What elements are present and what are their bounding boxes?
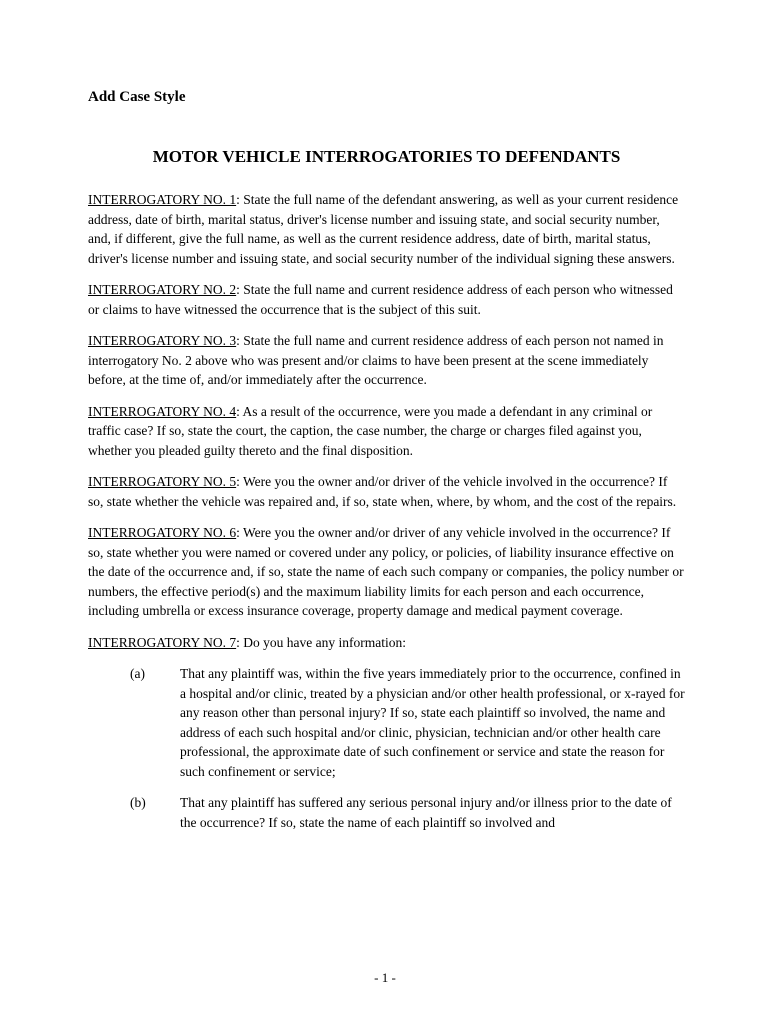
interrogatory-4-body: : As a result of the occurrence, were you made a defendant in any criminal or traffic case? If so, state the court, the caption, the case number, the charge or charges filed against you, whether you pleaded guilty thereto and the final disposition.: [88, 403, 653, 458]
interrogatory-5-body: : Were you the owner and/or driver of the vehicle involved in the occurrence? If so, state whether the vehicle was repaired and, if so, state when, where, by whom, and the cost of the repairs.: [88, 474, 677, 509]
subitem-b-text: That any plaintiff has suffered any serious personal injury and/or illness prior to the date of the occurrence? If so, state the name of each plaintiff so involved and: [180, 795, 672, 830]
page-number: - 1 -: [374, 970, 396, 985]
interrogatory-7-label: INTERROGATORY NO. 7: [88, 634, 237, 650]
interrogatory-2-label: INTERROGATORY NO. 2: [88, 282, 237, 297]
interrogatory-1-label: INTERROGATORY NO. 1: [88, 192, 237, 207]
interrogatory-3-label: INTERROGATORY NO. 3: [88, 333, 237, 348]
interrogatory-paragraph-4: [88, 402, 685, 461]
interrogatory-6-label: INTERROGATORY NO. 6: [88, 525, 237, 540]
interrogatory-2-body: : State the full name and current residence address of each person who witnessed or claims to have witnessed the occurrence that is the subject of this suit.: [88, 282, 673, 317]
interrogatory-6-body: : Were you the owner and/or driver of any vehicle involved in the occurrence? If so, state whether you were named or covered under any policy, or policies, of liability insurance effective on the date of the occurrence and, if so, state the name of each such company or companies, the policy number or numbers, the effective period(s) and the maximum liability limits for each person and each occurrence, including umbrella or excess insurance coverage, property damage and medical payment coverage.: [88, 525, 684, 618]
subitem-a-text: That any plaintiff was, within the five years immediately prior to the occurrence, confined in a hospital and/or clinic, treated by a physician and/or other health professional, or x-rayed for any reason other than personal injury? If so, state each plaintiff so involved, the name and address of each such hospital and/or clinic, physician, technician and/or other health care professional, the approximate date of such confinement or service and state the reason for such confinement or service;: [180, 666, 685, 779]
subitem-a-marker: (a): [130, 666, 145, 681]
document-title: MOTOR VEHICLE INTERROGATORIES TO DEFENDANTS: [152, 147, 621, 166]
interrogatory-paragraph-3: [88, 331, 685, 390]
interrogatory-paragraph-2: [88, 280, 685, 319]
interrogatory-3-body: : State the full name and current residence address of each person not named in interrogatory No. 2 above who was present and/or claims to have been present at the scene immediately before, at the time of, and/or immediately after the occurrence.: [88, 333, 664, 387]
interrogatory-paragraph-5: [88, 472, 685, 511]
subitem-b-marker: (b): [130, 795, 146, 810]
interrogatory-5-label: INTERROGATORY NO. 5: [88, 474, 237, 489]
subitem-a: [88, 664, 685, 781]
add-case-style-placeholder[interactable]: Add Case Style: [88, 89, 186, 105]
interrogatory-paragraph-7: [88, 633, 685, 653]
interrogatory-paragraph-6: [88, 523, 685, 621]
interrogatory-4-label: INTERROGATORY NO. 4: [88, 403, 237, 419]
interrogatory-1-body: : State the full name of the defendant answering, as well as your current residence address, date of birth, marital status, driver's license number and issuing state, and social security number, and, if different, give the full name, as well as the current residence address, date of birth, marital status, driver's license number and issuing state, and social security number of the individual signing these answers.: [88, 192, 679, 266]
subitem-b: [88, 793, 685, 832]
interrogatory-paragraph-1: [88, 190, 685, 268]
interrogatory-7-body: : Do you have any information:: [236, 634, 406, 650]
